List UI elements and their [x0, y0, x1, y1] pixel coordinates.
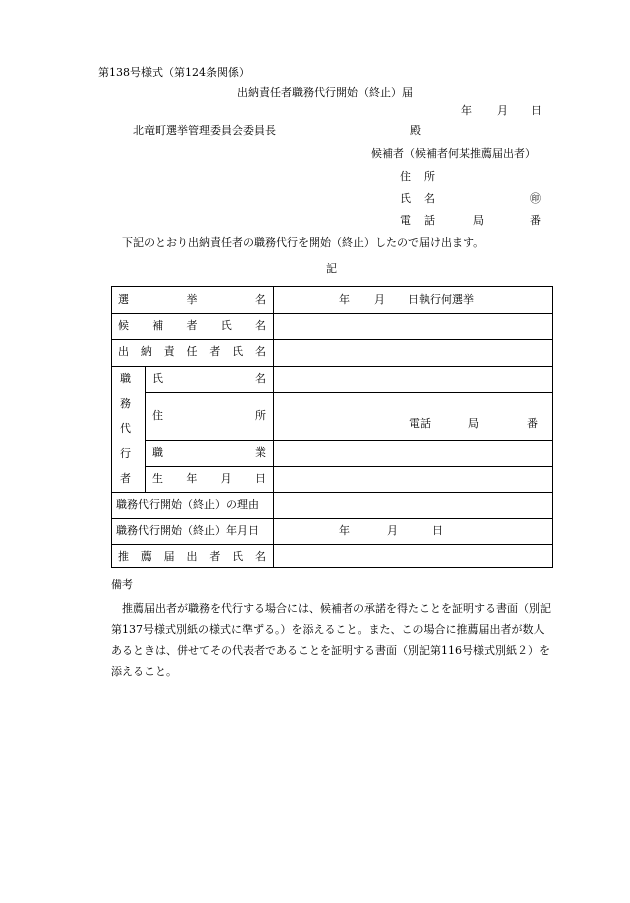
deputy-group-label-5: 者 — [120, 472, 131, 485]
form-number: 第138号様式（第124条関係） — [98, 66, 250, 79]
reason-label: 職務代行開始（終止）の理由 — [116, 498, 259, 511]
deputy-group-label-4: 行 — [120, 447, 131, 460]
election-day-label: 日執行何選挙 — [408, 293, 474, 306]
candidate-name-label: 候 補 者 氏 名 — [118, 319, 266, 332]
row-divider — [145, 392, 552, 393]
date-day-label: 日 — [531, 104, 542, 117]
seal-mark: ㊞ — [530, 192, 541, 205]
row-divider — [112, 339, 552, 340]
election-month-label: 月 — [374, 293, 385, 306]
honorific: 殿 — [410, 124, 421, 137]
deputy-phone-label-1: 電話 — [409, 417, 431, 430]
deputy-phone-label-3: 番 — [527, 417, 538, 430]
deputy-group-label-1: 職 — [120, 372, 131, 385]
submitter-address-label-1: 住 — [400, 170, 411, 183]
addressee: 北竜町選挙管理委員会委員長 — [133, 124, 276, 137]
submitter-role: 候補者（候補者何某推薦届出者） — [371, 147, 536, 160]
intro-text: 下記のとおり出納責任者の職務代行を開始（終止）したので届け出ます。 — [122, 236, 485, 249]
notes-title: 備考 — [111, 578, 133, 591]
form-table — [111, 286, 553, 568]
row-divider — [145, 440, 552, 441]
deputy-group-label-3: 代 — [120, 422, 131, 435]
start-year-label: 年 — [339, 524, 350, 537]
row-divider — [145, 466, 552, 467]
submitter-name-label-2: 名 — [424, 192, 435, 205]
deputy-group-label-2: 務 — [120, 397, 131, 410]
start-month-label: 月 — [387, 524, 398, 537]
row-divider — [112, 544, 552, 545]
row-divider — [112, 313, 552, 314]
deputy-address-label: 住 所 — [152, 409, 266, 422]
treasurer-name-label: 出 納 責 任 者 氏 名 — [118, 345, 266, 358]
recommender-name-label: 推 薦 届 出 者 氏 名 — [118, 550, 266, 563]
start-day-label: 日 — [432, 524, 443, 537]
election-year-label: 年 — [339, 293, 350, 306]
row-divider — [112, 366, 552, 367]
date-year-label: 年 — [461, 104, 472, 117]
ki-heading: 記 — [326, 262, 337, 275]
column-divider — [145, 366, 146, 492]
column-divider — [273, 287, 274, 567]
election-name-label: 選 挙 名 — [118, 293, 266, 306]
deputy-birthdate-label: 生 年 月 日 — [152, 472, 266, 485]
row-divider — [112, 518, 552, 519]
submitter-phone-label-3: 局 — [473, 214, 484, 227]
submitter-phone-label-4: 番 — [530, 214, 541, 227]
deputy-name-label: 氏 名 — [152, 372, 266, 385]
start-date-label: 職務代行開始（終止）年月日 — [116, 524, 259, 537]
deputy-phone-label-2: 局 — [468, 417, 479, 430]
date-month-label: 月 — [497, 104, 508, 117]
submitter-name-label-1: 氏 — [400, 192, 411, 205]
row-divider — [112, 492, 552, 493]
notes-body: 推薦届出者が職務を代行する場合には、候補者の承諾を得たことを証明する書面（別記第137号様式別紙の様式に準ずる。）を添えること。また、この場合に推薦届出者が数人あるときは、併せてその代表者であることを証明する書面（別記第116号様式別紙２）を添えること。 — [111, 602, 551, 678]
submitter-phone-label-1: 電 — [400, 214, 411, 227]
submitter-address-label-2: 所 — [424, 170, 435, 183]
submitter-phone-label-2: 話 — [424, 214, 435, 227]
form-title: 出納責任者職務代行開始（終止）届 — [237, 86, 413, 99]
deputy-occupation-label: 職 業 — [152, 446, 266, 459]
